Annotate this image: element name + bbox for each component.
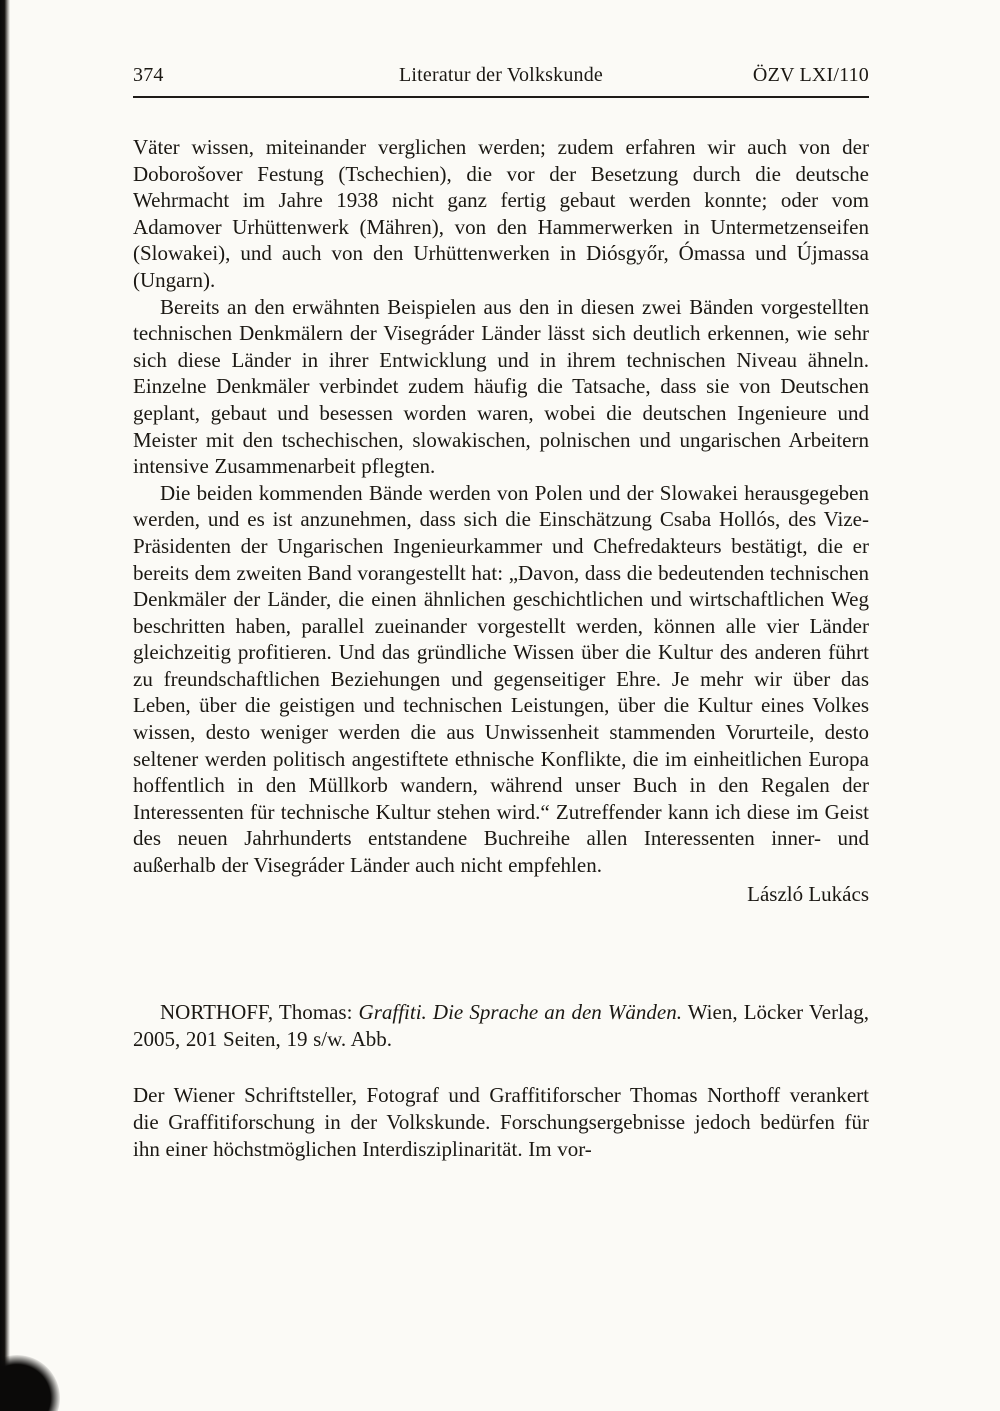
article-paragraph: Bereits an den erwähnten Beispielen aus den in diesen zwei Bänden vorgestellten technischen Denkmälern der Visegráder Länder lässt sich deutlich erkennen, wie sehr sich diese Länder in ihrer Entwicklung und in ihrem technischen Niveau ähneln. Einzelne Denkmäler verbindet zudem häufig die Tatsache, dass sie von Deutschen geplant, gebaut und besessen worden waren, wobei die deutschen Ingenieure und Meister mit den tschechischen, slowakischen, polnischen und ungarischen Arbeitern intensive Zusammenarbeit pflegten.: [133, 294, 869, 479]
scan-artifact-bottom-left-corner: [0, 1355, 60, 1411]
page-body: [133, 134, 869, 1162]
header-rule: [133, 96, 869, 98]
article-paragraph: Die beiden kommenden Bände werden von Polen und der Slowakei herausgegeben werden, und es ist anzunehmen, dass sich die Einschätzung Csaba Hollós, des Vize-Präsidenten der Ungarischen Ingenieurkammer und Chefredakteurs bestätigt, die er bereits dem zweiten Band vorangestellt hat: „Davon, dass die bedeutenden technischen Denkmäler der Länder, die einen ähnlichen geschichtlichen und wirtschaftlichen Weg beschritten haben, parallel zueinander vorgestellt werden, können alle vier Länder gleichzeitig profitieren. Und das gründliche Wissen über die Kultur des anderen führt zu freundschaftlichen Beziehungen und gegenseitiger Ehre. Je mehr wir über das Leben, über die geistigen und technischen Leistungen, über die Kultur eines Volkes wissen, desto weniger werden die aus Unwissenheit stammenden Vorurteile, desto seltener werden politisch angestiftete ethnische Konflikte, die im einheitlichen Europa hoffentlich in den Müllkorb wandern, während unser Buch in den Regalen der Interessenten für technische Kultur stehen wird.“ Zutreffender kann ich diese im Geist des neuen Jahrhunderts entstandene Buchreihe allen Interessenten inner- und außerhalb der Visegráder Länder auch nicht empfehlen.: [133, 480, 869, 878]
journal-reference: ÖZV LXI/110: [752, 64, 869, 86]
book-citation: [133, 999, 869, 1052]
citation-title: Graffiti. Die Sprache an den Wänden.: [358, 1000, 682, 1025]
scan-artifact-left-edge: [0, 0, 10, 1411]
page-header: [133, 64, 869, 87]
page-content: [133, 64, 869, 1162]
page-number: 374: [133, 64, 164, 86]
citation-publication: Wien, Löcker Verlag, 2005, 201 Seiten, 19 s/w. Abb.: [133, 1000, 869, 1051]
reviewer-signature: László Lukács: [747, 881, 869, 906]
citation-author: NORTHOFF, Thomas:: [160, 1000, 359, 1025]
running-title: Literatur der Volkskunde: [398, 64, 604, 86]
review-paragraph: Der Wiener Schriftsteller, Fotograf und Graffitiforscher Thomas Northoff verankert die Graffitiforschung in der Volkskunde. Forschungsergebnisse jedoch bedürfen für ihn einer höchstmöglichen Interdisziplinarität. Im vor-: [133, 1083, 869, 1161]
article-paragraph-continued: Väter wissen, miteinander verglichen werden; zudem erfahren wir auch von der Doborošover Festung (Tschechien), die vor der Besetzung durch die deutsche Wehrmacht im Jahre 1938 nicht ganz fertig gebaut werden konnte; oder vom Adamover Urhüttenwerk (Mähren), von den Hammerwerken in Untermetzenseifen (Slowakei), und auch von den Urhüttenwerken in Diósgyőr, Ómassa und Újmassa (Ungarn).: [133, 135, 869, 292]
